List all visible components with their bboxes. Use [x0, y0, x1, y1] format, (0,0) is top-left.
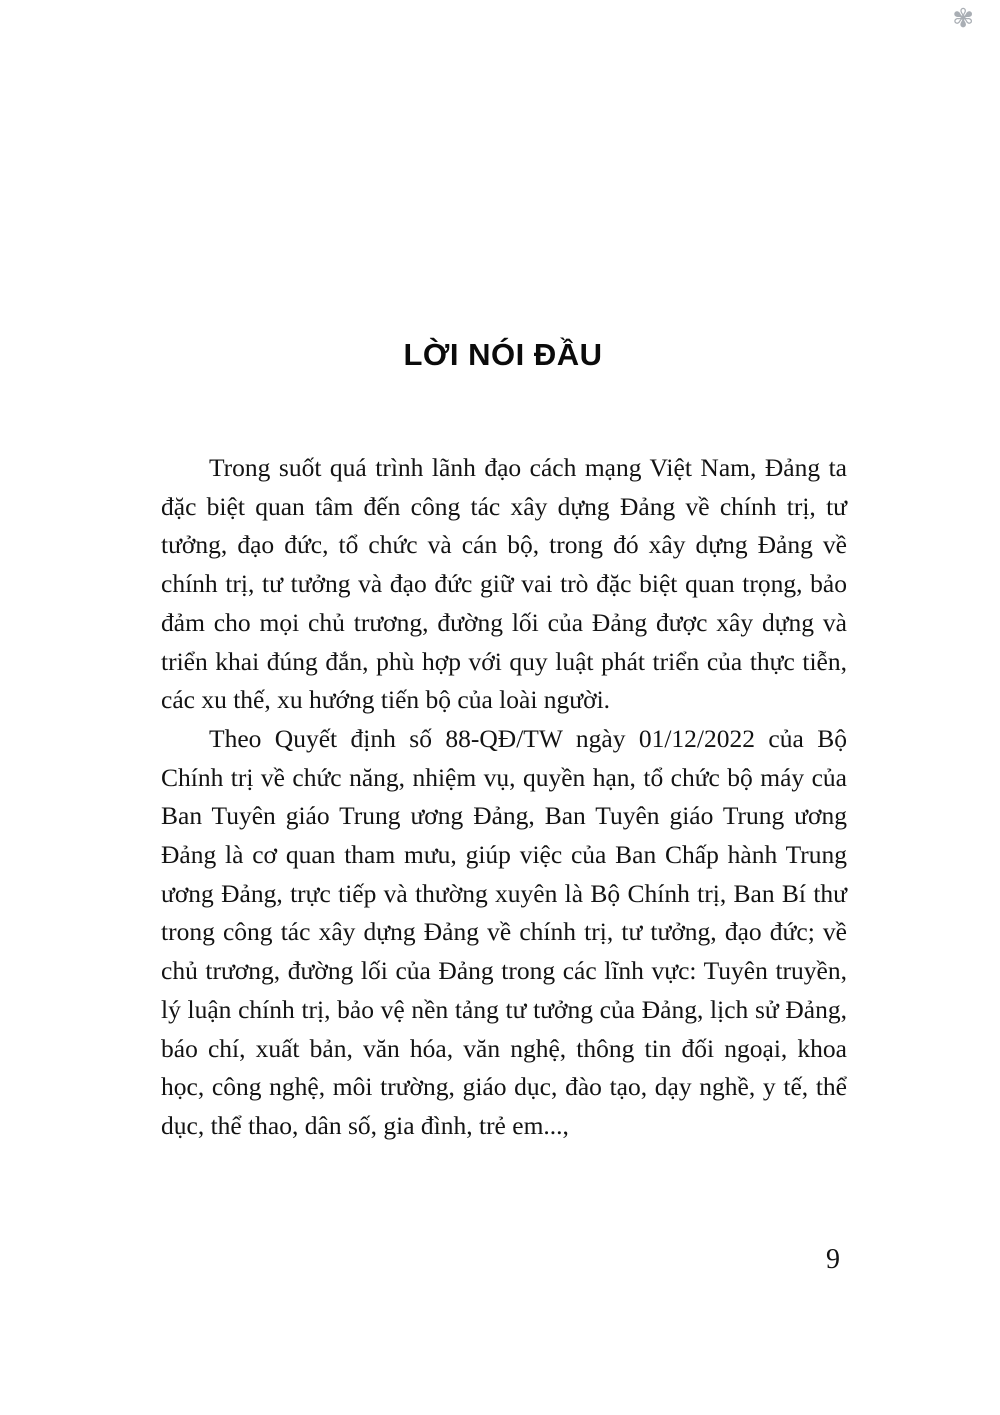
page-title: LỜI NÓI ĐẦU	[403, 337, 603, 372]
paragraph: Theo Quyết định số 88-QĐ/TW ngày 01/12/2022 của Bộ Chính trị về chức năng, nhiệm vụ, quyền hạn, tổ chức bộ máy của Ban Tuyên giáo Trung ương Đảng, Ban Tuyên giáo Trung ương Đảng là cơ quan tham mưu, giúp việc của Ban Chấp hành Trung ương Đảng, trực tiếp và thường xuyên là Bộ Chính trị, Ban Bí thư trong công tác xây dựng Đảng về chính trị, tư tưởng, đạo đức; về chủ trương, đường lối của Đảng trong các lĩnh vực: Tuyên truyền, lý luận chính trị, bảo vệ nền tảng tư tưởng của Đảng, lịch sử Đảng, báo chí, xuất bản, văn hóa, văn nghệ, thông tin đối ngoại, khoa học, công nghệ, môi trường, giáo dục, đào tạo, dạy nghề, y tế, thể dục, thể thao, dân số, gia đình, trẻ em...,	[161, 723, 847, 1140]
paragraph: Trong suốt quá trình lãnh đạo cách mạng Việt Nam, Đảng ta đặc biệt quan tâm đến công tác xây dựng Đảng về chính trị, tư tưởng, đạo đức, tổ chức và cán bộ, trong đó xây dựng Đảng về chính trị, tư tưởng và đạo đức giữ vai trò đặc biệt quan trọng, bảo đảm cho mọi chủ trương, đường lối của Đảng được xây dựng và triển khai đúng đắn, phù hợp với quy luật phát triển của thực tiễn, các xu thế, xu hướng tiến bộ của loài người.	[161, 453, 847, 715]
florette-icon: ✾	[952, 4, 974, 33]
page-number: 9	[826, 1244, 840, 1275]
body-text	[161, 449, 847, 1146]
